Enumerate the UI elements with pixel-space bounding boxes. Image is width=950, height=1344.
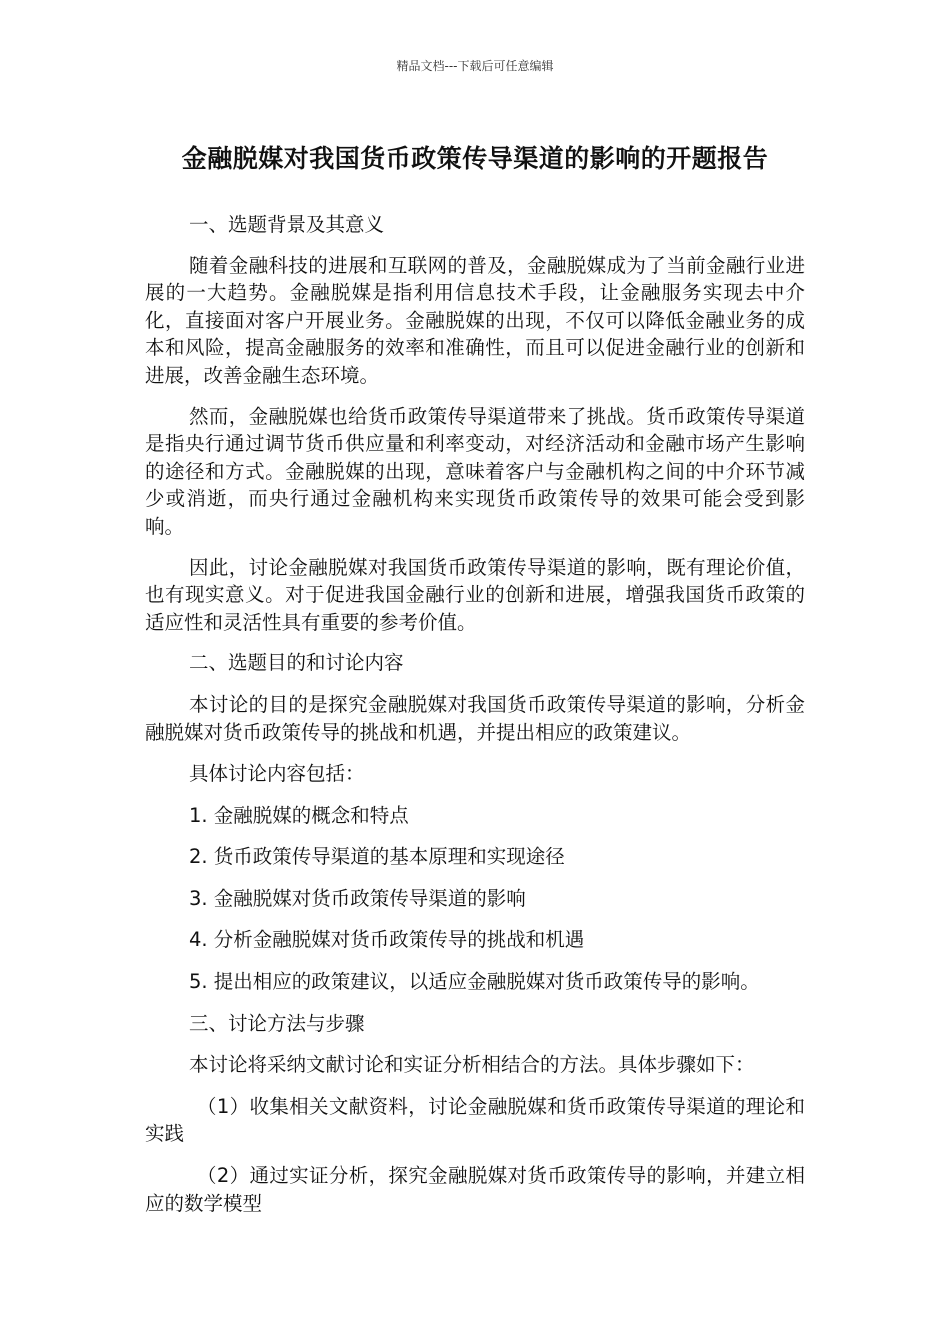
section-heading-2: 二、选题目的和讨论内容 xyxy=(189,651,404,675)
list-item: 3. 金融脱媒对货币政策传导渠道的影响 xyxy=(189,886,526,910)
list-item: 2. 货币政策传导渠道的基本原理和实现途径 xyxy=(189,845,565,869)
section-heading-3: 三、讨论方法与步骤 xyxy=(189,1011,365,1035)
paragraph: 因此，讨论金融脱媒对我国货币政策传导渠道的影响，既有理论价值，也有现实意义。对于促进我国金融行业的创新和进展，增强我国货币政策的适应性和灵活性具有重要的参考价值。 xyxy=(145,555,805,634)
list-item: 1. 金融脱媒的概念和特点 xyxy=(189,803,409,827)
step-item: （2）通过实证分析，探究金融脱媒对货币政策传导的影响，并建立相应的数学模型 xyxy=(145,1164,805,1215)
step-item: （1）收集相关文献资料，讨论金融脱媒和货币政策传导渠道的理论和实践 xyxy=(145,1094,805,1146)
paragraph: 本讨论将采纳文献讨论和实证分析相结合的方法。具体步骤如下： xyxy=(189,1053,755,1077)
list-item: 4. 分析金融脱媒对货币政策传导的挑战和机遇 xyxy=(189,928,585,952)
paragraph: 然而，金融脱媒也给货币政策传导渠道带来了挑战。货币政策传导渠道是指央行通过调节货币供应量和利率变动，对经济活动和金融市场产生影响的途径和方式。金融脱媒的出现，意味着客户与金融机构之间的中介环节减少或消逝，而央行通过金融机构来实现货币政策传导的效果可能会受到影响。 xyxy=(145,404,805,538)
document-title: 金融脱媒对我国货币政策传导渠道的影响的开题报告 xyxy=(181,144,769,173)
list-item: 5. 提出相应的政策建议，以适应金融脱媒对货币政策传导的影响。 xyxy=(189,970,760,994)
paragraph: 随着金融科技的进展和互联网的普及，金融脱媒成为了当前金融行业进展的一大趋势。金融脱媒是指利用信息技术手段，让金融服务实现去中介化，直接面对客户开展业务。金融脱媒的出现，不仅可以降低金融业务的成本和风险，提高金融服务的效率和准确性，而且可以促进金融行业的创新和进展，改善金融生态环境。 xyxy=(145,253,805,387)
page-header: 精品文档---下载后可任意编辑 xyxy=(396,59,554,73)
document-body xyxy=(145,211,805,1217)
section-heading-1: 一、选题背景及其意义 xyxy=(189,213,385,236)
paragraph: 本讨论的目的是探究金融脱媒对我国货币政策传导渠道的影响，分析金融脱媒对货币政策传导的挑战和机遇，并提出相应的政策建议。 xyxy=(145,692,805,744)
paragraph: 具体讨论内容包括： xyxy=(189,762,365,786)
